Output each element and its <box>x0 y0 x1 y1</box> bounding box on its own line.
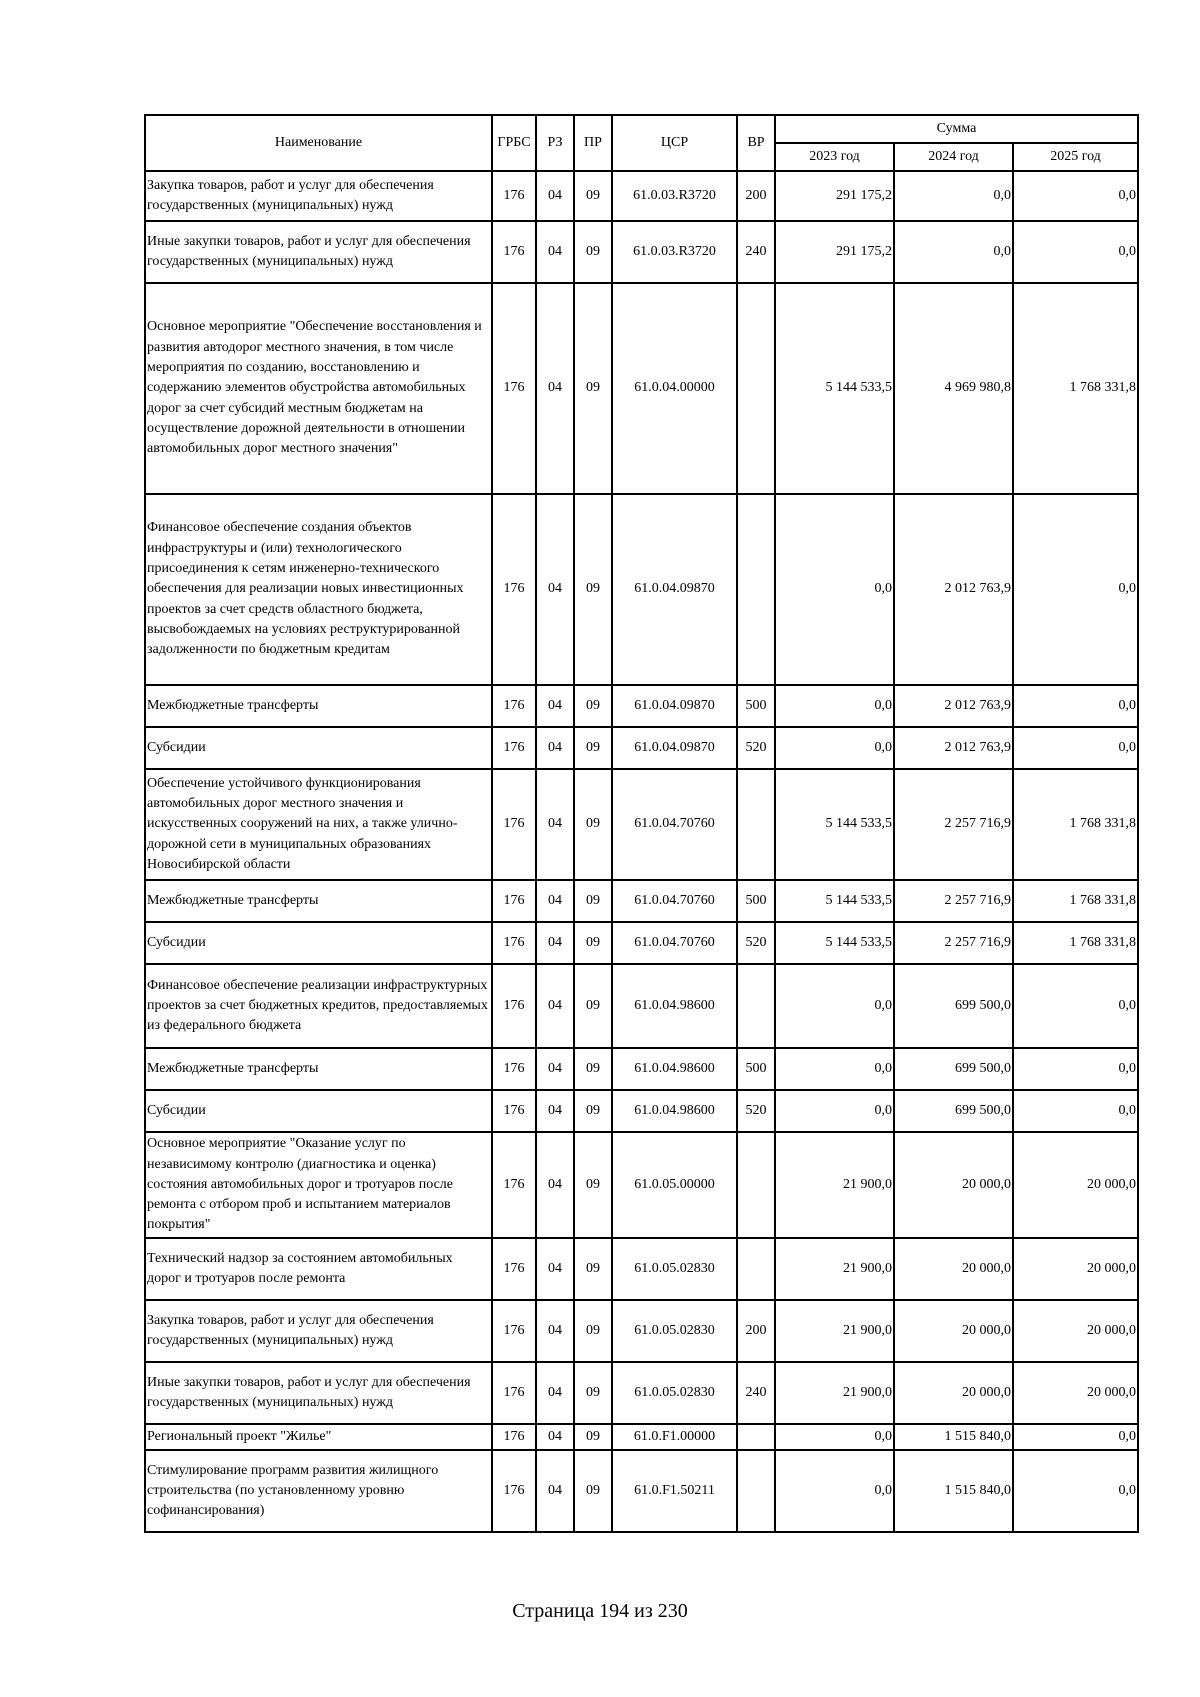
table-row <box>145 1424 1138 1450</box>
row-vr <box>737 1424 775 1450</box>
row-sum-2024: 1 515 840,0 <box>894 1424 1013 1450</box>
row-sum-2024: 0,0 <box>894 171 1013 221</box>
row-grbs: 176 <box>492 171 536 221</box>
row-grbs: 176 <box>492 1450 536 1532</box>
row-rz: 04 <box>536 685 574 727</box>
row-vr <box>737 1132 775 1238</box>
row-sum-2023: 291 175,2 <box>775 171 894 221</box>
row-sum-2024: 2 012 763,9 <box>894 494 1013 685</box>
row-rz: 04 <box>536 880 574 922</box>
table-row <box>145 1238 1138 1300</box>
row-sum-2025: 20 000,0 <box>1013 1238 1138 1300</box>
row-csr: 61.0.05.00000 <box>612 1132 737 1238</box>
row-grbs: 176 <box>492 769 536 880</box>
row-name: Иные закупки товаров, работ и услуг для обеспечения государственных (муниципальных) нужд <box>145 221 492 283</box>
row-pr: 09 <box>574 922 612 964</box>
row-grbs: 176 <box>492 727 536 769</box>
row-csr: 61.0.05.02830 <box>612 1300 737 1362</box>
row-name: Основное мероприятие "Обеспечение восстановления и развития автодорог местного значения, в том числе мероприятия по созданию, восстановлению и содержанию элементов обустройства автомобильных дорог за счет субсидий местным бюджетам на осуществление дорожной деятельности в отношении автомобильных дорог местного значения" <box>145 283 492 494</box>
table-row <box>145 922 1138 964</box>
row-rz: 04 <box>536 1048 574 1090</box>
row-sum-2024: 20 000,0 <box>894 1238 1013 1300</box>
row-sum-2025: 1 768 331,8 <box>1013 922 1138 964</box>
row-sum-2023: 0,0 <box>775 494 894 685</box>
row-name: Обеспечение устойчивого функционирования автомобильных дорог местного значения и искусственных сооружений на них, а также улично-дорожной сети в муниципальных образованиях Новосибирской области <box>145 769 492 880</box>
row-vr: 520 <box>737 1090 775 1132</box>
row-sum-2024: 20 000,0 <box>894 1132 1013 1238</box>
table-row <box>145 1450 1138 1532</box>
row-rz: 04 <box>536 1132 574 1238</box>
row-vr: 240 <box>737 221 775 283</box>
row-csr: 61.0.03.R3720 <box>612 221 737 283</box>
table-row <box>145 769 1138 880</box>
row-name: Основное мероприятие "Оказание услуг по независимому контролю (диагностика и оценка) состояния автомобильных дорог и тротуаров после ремонта с отбором проб и испытанием материалов покрытия" <box>145 1132 492 1238</box>
row-vr <box>737 494 775 685</box>
row-grbs: 176 <box>492 1300 536 1362</box>
row-sum-2023: 5 144 533,5 <box>775 922 894 964</box>
header-rz: РЗ <box>536 115 574 171</box>
row-sum-2023: 5 144 533,5 <box>775 283 894 494</box>
row-csr: 61.0.04.98600 <box>612 964 737 1048</box>
row-sum-2025: 0,0 <box>1013 1424 1138 1450</box>
row-pr: 09 <box>574 221 612 283</box>
row-sum-2025: 20 000,0 <box>1013 1300 1138 1362</box>
row-name: Иные закупки товаров, работ и услуг для обеспечения государственных (муниципальных) нужд <box>145 1362 492 1424</box>
row-sum-2025: 0,0 <box>1013 1048 1138 1090</box>
row-sum-2023: 21 900,0 <box>775 1238 894 1300</box>
row-sum-2025: 0,0 <box>1013 1090 1138 1132</box>
table-row <box>145 685 1138 727</box>
row-name: Финансовое обеспечение создания объектов инфраструктуры и (или) технологического присоединения к сетям инженерно-технического обеспечения для реализации новых инвестиционных проектов за счет средств областного бюджета, высвобождаемых на условиях реструктурированной задолженности по бюджетным кредитам <box>145 494 492 685</box>
row-rz: 04 <box>536 727 574 769</box>
row-pr: 09 <box>574 880 612 922</box>
row-grbs: 176 <box>492 1424 536 1450</box>
row-sum-2023: 0,0 <box>775 1048 894 1090</box>
row-name: Региональный проект "Жилье" <box>145 1424 492 1450</box>
row-vr: 500 <box>737 880 775 922</box>
row-name: Финансовое обеспечение реализации инфраструктурных проектов за счет бюджетных кредитов, предоставляемых из федерального бюджета <box>145 964 492 1048</box>
row-csr: 61.0.04.98600 <box>612 1048 737 1090</box>
row-vr: 520 <box>737 922 775 964</box>
row-sum-2024: 2 257 716,9 <box>894 769 1013 880</box>
row-grbs: 176 <box>492 221 536 283</box>
row-sum-2025: 0,0 <box>1013 727 1138 769</box>
row-pr: 09 <box>574 727 612 769</box>
row-sum-2024: 2 012 763,9 <box>894 685 1013 727</box>
row-name: Стимулирование программ развития жилищного строительства (по установленному уровню софинансирования) <box>145 1450 492 1532</box>
row-grbs: 176 <box>492 964 536 1048</box>
header-vr: ВР <box>737 115 775 171</box>
table-row <box>145 1132 1138 1238</box>
page-number: Страница 194 из 230 <box>512 1600 688 1622</box>
row-grbs: 176 <box>492 880 536 922</box>
row-csr: 61.0.03.R3720 <box>612 171 737 221</box>
row-rz: 04 <box>536 1238 574 1300</box>
row-name: Субсидии <box>145 922 492 964</box>
row-pr: 09 <box>574 685 612 727</box>
row-sum-2025: 1 768 331,8 <box>1013 769 1138 880</box>
table-body <box>145 171 1138 1532</box>
row-sum-2023: 0,0 <box>775 1424 894 1450</box>
row-csr: 61.0.05.02830 <box>612 1238 737 1300</box>
row-sum-2024: 1 515 840,0 <box>894 1450 1013 1532</box>
row-sum-2024: 2 012 763,9 <box>894 727 1013 769</box>
row-pr: 09 <box>574 1424 612 1450</box>
row-vr <box>737 283 775 494</box>
row-pr: 09 <box>574 1132 612 1238</box>
row-pr: 09 <box>574 283 612 494</box>
row-pr: 09 <box>574 769 612 880</box>
row-rz: 04 <box>536 1090 574 1132</box>
header-sum: Сумма <box>775 115 1138 143</box>
row-pr: 09 <box>574 1090 612 1132</box>
row-sum-2024: 0,0 <box>894 221 1013 283</box>
row-sum-2024: 699 500,0 <box>894 964 1013 1048</box>
row-sum-2024: 699 500,0 <box>894 1090 1013 1132</box>
row-name: Субсидии <box>145 1090 492 1132</box>
row-sum-2023: 0,0 <box>775 1090 894 1132</box>
budget-table <box>144 114 1139 1533</box>
header-pr: ПР <box>574 115 612 171</box>
row-sum-2025: 1 768 331,8 <box>1013 283 1138 494</box>
row-sum-2023: 21 900,0 <box>775 1362 894 1424</box>
row-rz: 04 <box>536 283 574 494</box>
row-grbs: 176 <box>492 1090 536 1132</box>
row-name: Технический надзор за состоянием автомобильных дорог и тротуаров после ремонта <box>145 1238 492 1300</box>
row-rz: 04 <box>536 964 574 1048</box>
row-csr: 61.0.04.09870 <box>612 685 737 727</box>
row-rz: 04 <box>536 769 574 880</box>
row-sum-2023: 0,0 <box>775 727 894 769</box>
table-row <box>145 221 1138 283</box>
row-rz: 04 <box>536 494 574 685</box>
row-sum-2024: 20 000,0 <box>894 1362 1013 1424</box>
row-csr: 61.0.04.09870 <box>612 727 737 769</box>
row-sum-2023: 0,0 <box>775 964 894 1048</box>
row-rz: 04 <box>536 1424 574 1450</box>
row-vr: 240 <box>737 1362 775 1424</box>
row-grbs: 176 <box>492 685 536 727</box>
row-csr: 61.0.05.02830 <box>612 1362 737 1424</box>
header-year-2024: 2024 год <box>894 143 1013 171</box>
row-grbs: 176 <box>492 283 536 494</box>
row-vr <box>737 769 775 880</box>
row-sum-2025: 1 768 331,8 <box>1013 880 1138 922</box>
row-grbs: 176 <box>492 494 536 685</box>
row-vr: 500 <box>737 685 775 727</box>
row-pr: 09 <box>574 1238 612 1300</box>
row-rz: 04 <box>536 1300 574 1362</box>
row-sum-2025: 20 000,0 <box>1013 1362 1138 1424</box>
row-pr: 09 <box>574 1300 612 1362</box>
row-csr: 61.0.04.98600 <box>612 1090 737 1132</box>
header-grbs: ГРБС <box>492 115 536 171</box>
row-sum-2024: 699 500,0 <box>894 1048 1013 1090</box>
row-pr: 09 <box>574 1450 612 1532</box>
header-csr: ЦСР <box>612 115 737 171</box>
row-vr <box>737 1238 775 1300</box>
row-vr: 200 <box>737 1300 775 1362</box>
row-sum-2024: 2 257 716,9 <box>894 922 1013 964</box>
row-name: Закупка товаров, работ и услуг для обеспечения государственных (муниципальных) нужд <box>145 1300 492 1362</box>
row-grbs: 176 <box>492 1132 536 1238</box>
row-name: Межбюджетные трансферты <box>145 1048 492 1090</box>
row-sum-2023: 21 900,0 <box>775 1132 894 1238</box>
row-pr: 09 <box>574 1362 612 1424</box>
table-row <box>145 1300 1138 1362</box>
table-row <box>145 1090 1138 1132</box>
table-row <box>145 727 1138 769</box>
row-csr: 61.0.04.09870 <box>612 494 737 685</box>
row-vr: 520 <box>737 727 775 769</box>
row-csr: 61.0.F1.00000 <box>612 1424 737 1450</box>
header-year-2025: 2025 год <box>1013 143 1138 171</box>
row-sum-2023: 0,0 <box>775 685 894 727</box>
row-rz: 04 <box>536 1362 574 1424</box>
row-sum-2025: 0,0 <box>1013 1450 1138 1532</box>
row-rz: 04 <box>536 221 574 283</box>
row-sum-2025: 0,0 <box>1013 221 1138 283</box>
row-name: Закупка товаров, работ и услуг для обеспечения государственных (муниципальных) нужд <box>145 171 492 221</box>
row-sum-2023: 5 144 533,5 <box>775 880 894 922</box>
row-csr: 61.0.04.70760 <box>612 922 737 964</box>
table-row <box>145 1362 1138 1424</box>
row-grbs: 176 <box>492 1238 536 1300</box>
table-row <box>145 494 1138 685</box>
row-grbs: 176 <box>492 922 536 964</box>
row-sum-2025: 0,0 <box>1013 964 1138 1048</box>
row-vr: 500 <box>737 1048 775 1090</box>
table-row <box>145 283 1138 494</box>
row-name: Межбюджетные трансферты <box>145 880 492 922</box>
row-grbs: 176 <box>492 1362 536 1424</box>
table-row <box>145 964 1138 1048</box>
row-sum-2023: 21 900,0 <box>775 1300 894 1362</box>
row-sum-2023: 0,0 <box>775 1450 894 1532</box>
row-vr <box>737 1450 775 1532</box>
row-grbs: 176 <box>492 1048 536 1090</box>
table-row <box>145 1048 1138 1090</box>
row-pr: 09 <box>574 964 612 1048</box>
row-vr: 200 <box>737 171 775 221</box>
table-row <box>145 171 1138 221</box>
row-sum-2024: 4 969 980,8 <box>894 283 1013 494</box>
table-row <box>145 880 1138 922</box>
header-year-2023: 2023 год <box>775 143 894 171</box>
row-sum-2024: 20 000,0 <box>894 1300 1013 1362</box>
row-sum-2023: 291 175,2 <box>775 221 894 283</box>
row-csr: 61.0.04.00000 <box>612 283 737 494</box>
row-csr: 61.0.04.70760 <box>612 880 737 922</box>
row-sum-2025: 20 000,0 <box>1013 1132 1138 1238</box>
row-name: Межбюджетные трансферты <box>145 685 492 727</box>
row-sum-2023: 5 144 533,5 <box>775 769 894 880</box>
row-vr <box>737 964 775 1048</box>
row-rz: 04 <box>536 922 574 964</box>
row-rz: 04 <box>536 171 574 221</box>
row-rz: 04 <box>536 1450 574 1532</box>
row-name: Субсидии <box>145 727 492 769</box>
row-sum-2025: 0,0 <box>1013 685 1138 727</box>
row-sum-2025: 0,0 <box>1013 171 1138 221</box>
row-pr: 09 <box>574 494 612 685</box>
row-pr: 09 <box>574 171 612 221</box>
header-name: Наименование <box>145 115 492 171</box>
row-csr: 61.0.04.70760 <box>612 769 737 880</box>
row-csr: 61.0.F1.50211 <box>612 1450 737 1532</box>
row-sum-2024: 2 257 716,9 <box>894 880 1013 922</box>
row-sum-2025: 0,0 <box>1013 494 1138 685</box>
row-pr: 09 <box>574 1048 612 1090</box>
